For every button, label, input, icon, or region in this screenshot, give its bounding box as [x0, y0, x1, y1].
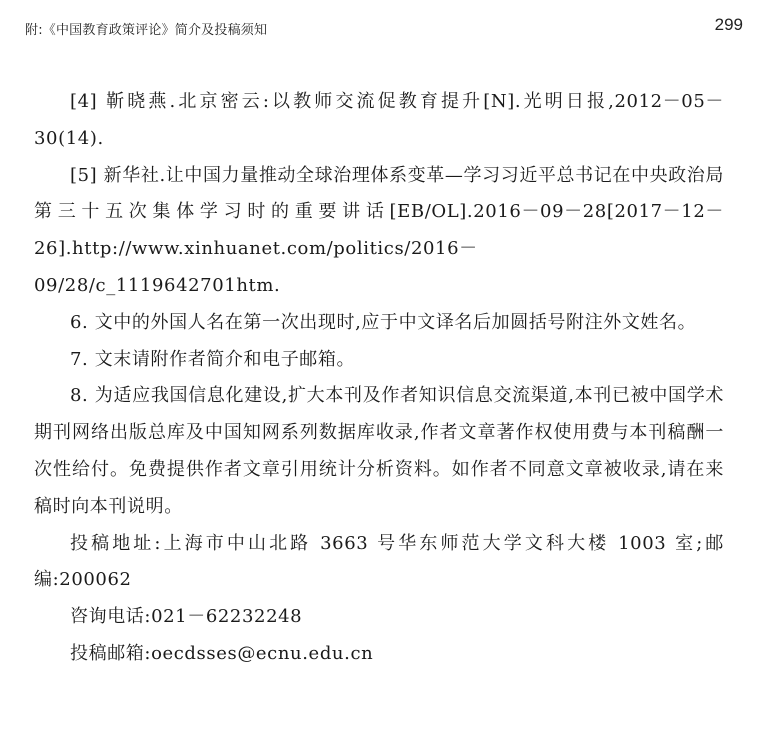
reference-5: [5] 新华社.让中国力量推动全球治理体系变革—学习习近平总书记在中央政治局第三十五次集体学习时的重要讲话[EB/OL].2016－09－28[2017－12－26].http://www.xinhuanet.com/politics/2016－09/28/c_1119642701htm.	[34, 164, 724, 296]
guideline-item-8: 8. 为适应我国信息化建设,扩大本刊及作者知识信息交流渠道,本刊已被中国学术期刊网络出版总库及中国知网系列数据库收录,作者文章著作权使用费与本刊稿酬一次性给付。免费提供作者文章引用统计分析资料。如作者不同意文章被收录,请在来稿时向本刊说明。	[34, 385, 724, 517]
submission-address: 投稿地址:上海市中山北路 3663 号华东师范大学文科大楼 1003 室;邮编:200062	[34, 532, 724, 591]
running-header: 附:《中国教育政策评论》简介及投稿须知	[25, 23, 268, 38]
guideline-item-7: 7. 文末请附作者简介和电子邮箱。	[70, 348, 356, 370]
page-number: 299	[714, 15, 743, 34]
guideline-item-6: 6. 文中的外国人名在第一次出现时,应于中文译名后加圆括号附注外文姓名。	[70, 311, 697, 333]
submission-email: 投稿邮箱:oecdsses@ecnu.edu.cn	[70, 642, 374, 664]
body-text	[34, 84, 724, 673]
contact-phone: 咨询电话:021－62232248	[70, 606, 303, 628]
reference-4: [4] 靳晓燕.北京密云:以教师交流促教育提升[N].光明日报,2012－05－30(14).	[34, 91, 724, 149]
